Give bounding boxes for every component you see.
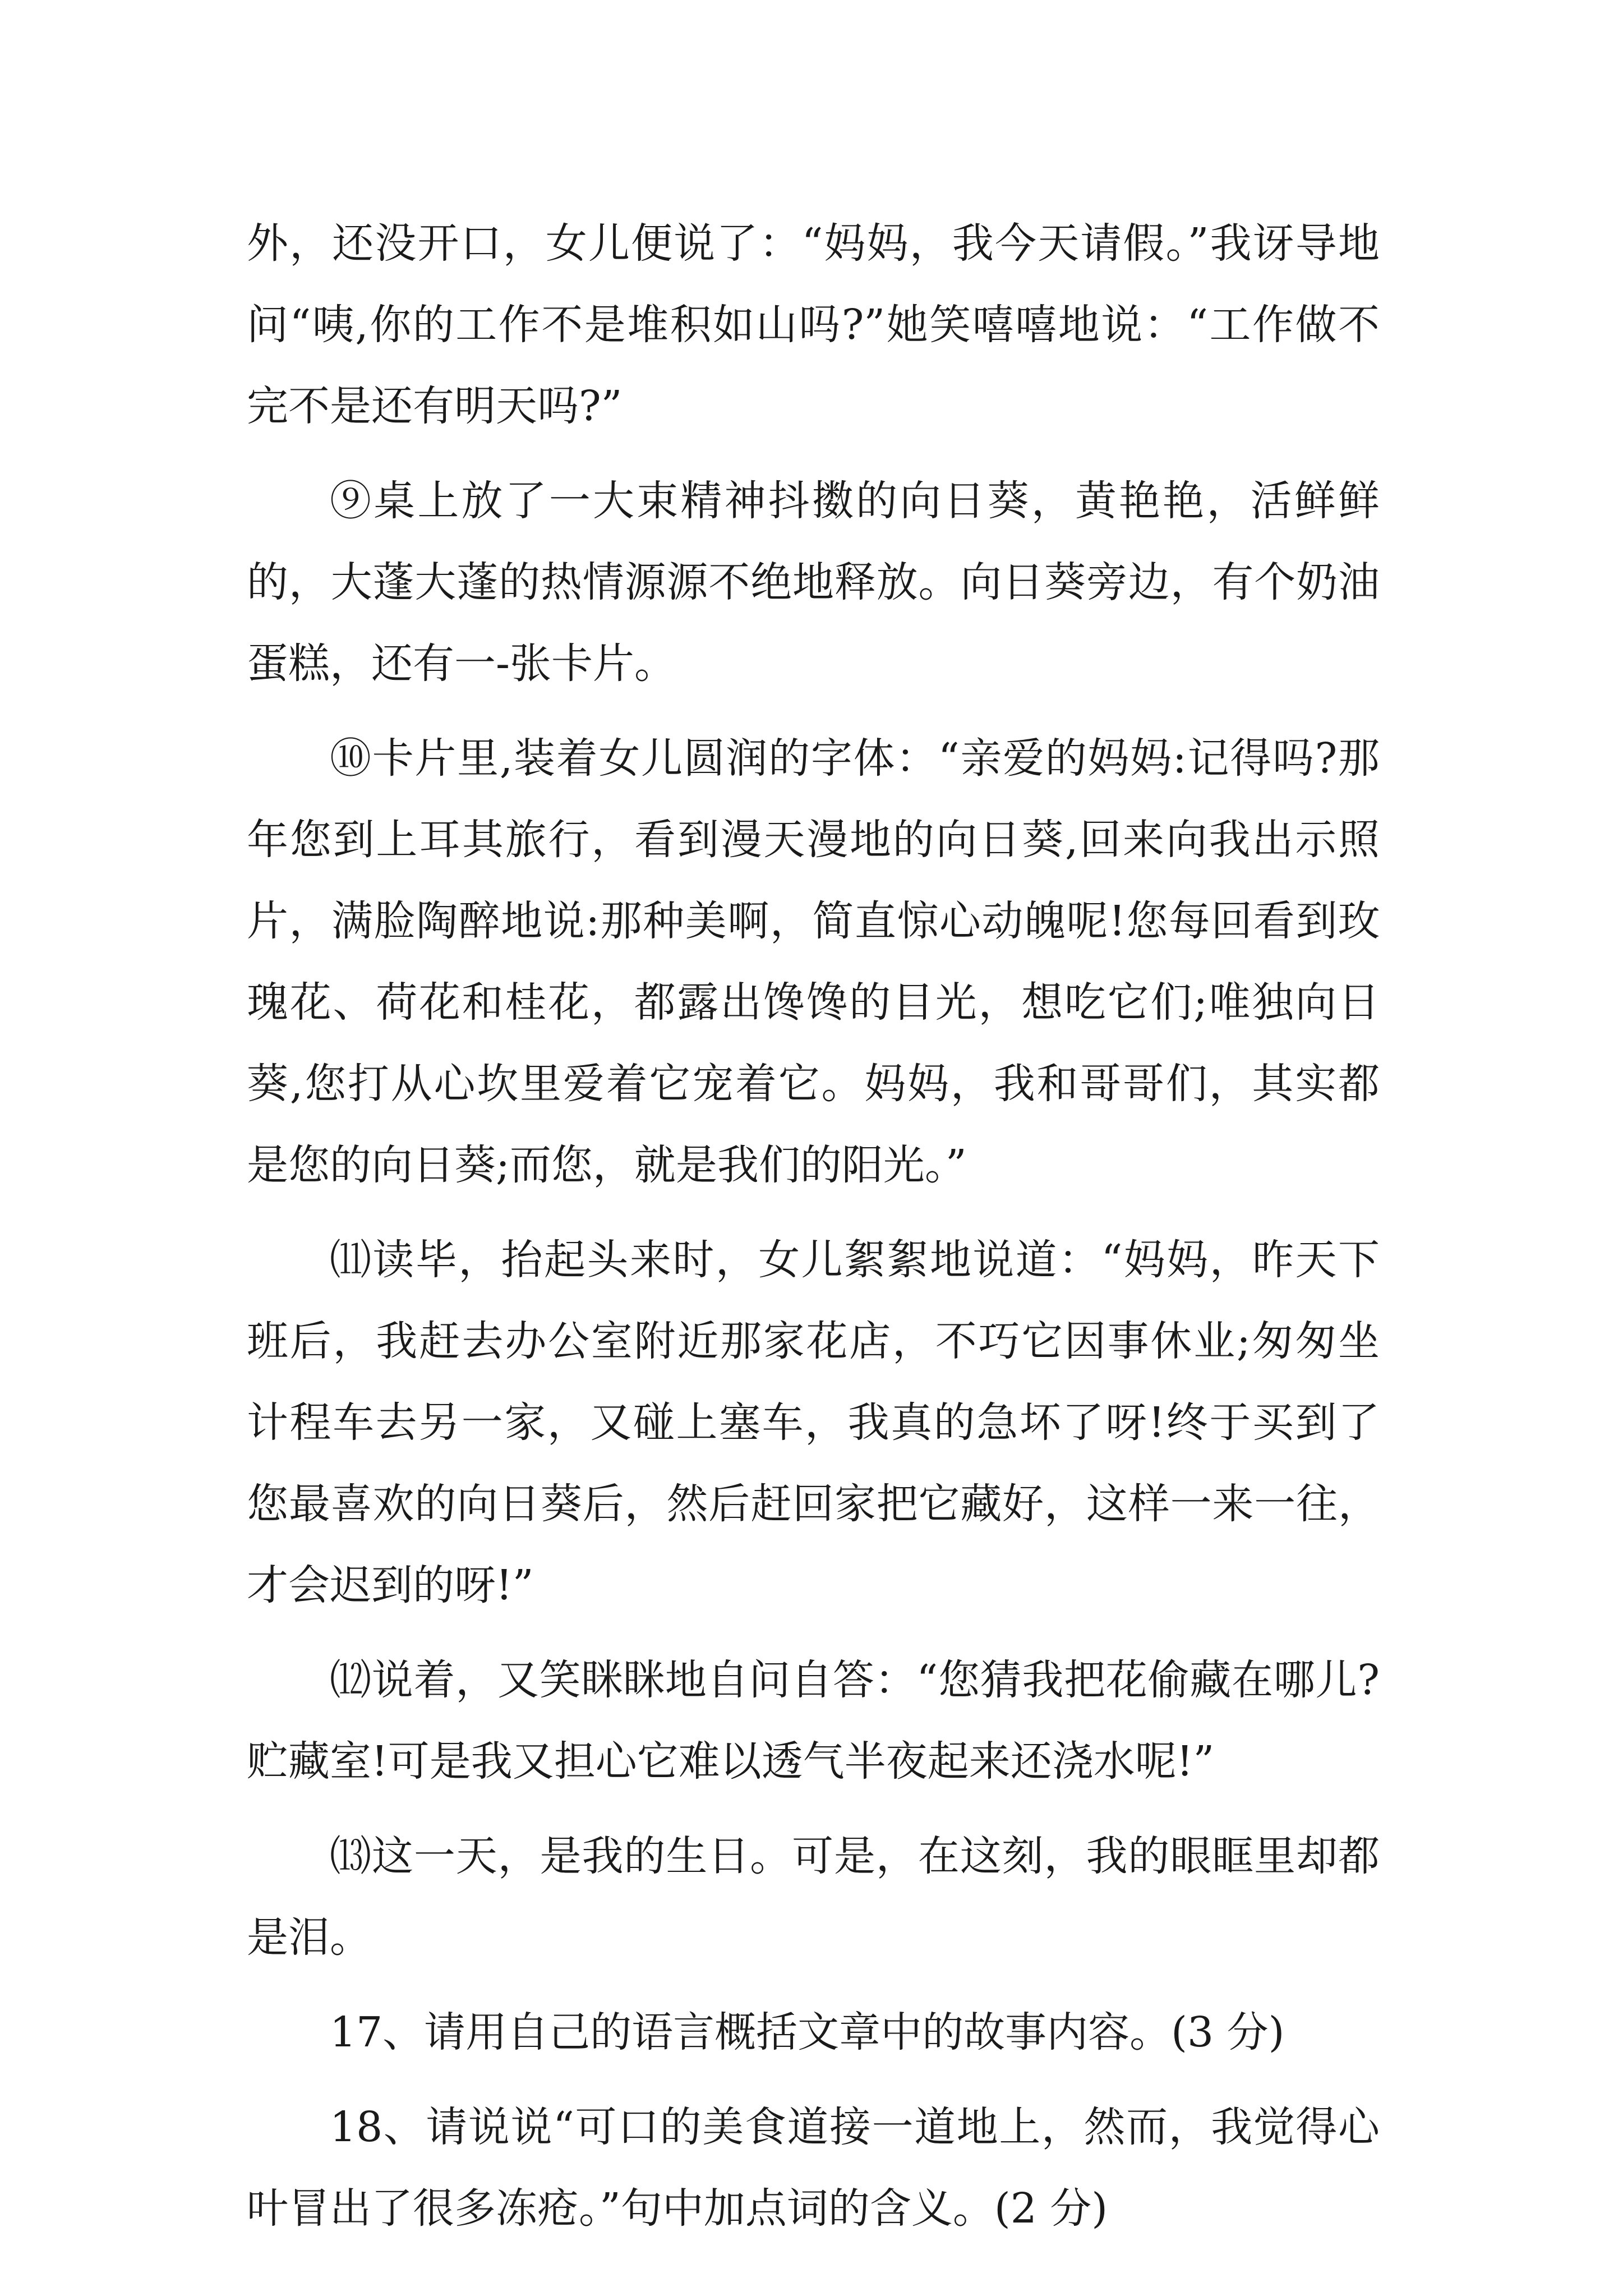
paragraph-12: ⑿说着，又笑眯眯地自问自答：“您猜我把花偷藏在哪儿?贮藏室!可是我又担心它难以透气半夜起来还浇水呢!” <box>247 1656 1380 1786</box>
paragraph-9: ⑨桌上放了一大束精神抖擞的向日葵，黄艳艳，活鲜鲜的，大蓬大蓬的热情源源不绝地释放。向日葵旁边，有个奶油蛋糕，还有一-张卡片。 <box>247 477 1380 688</box>
question-17: 17、请用自己的语言概括文章中的故事内容。(3 分) <box>330 2008 1285 2056</box>
paragraph-11: ⑾读毕，抬起头来时，女儿絮絮地说道：“妈妈，昨天下班后，我赶去办公室附近那家花店，不巧它因事休业;匆匆坐计程车去另一家，又碰上塞车，我真的急坏了呀!终于买到了您最喜欢的向日葵后，然后赶回家把它藏好，这样一来一往，才会迟到的呀!” <box>247 1236 1380 1609</box>
paragraph-continuation: 外，还没开口，女儿便说了：“妈妈，我今天请假。”我讶导地问“咦,你的工作不是堆积如山吗?”她笑嘻嘻地说：“工作做不完不是还有明天吗?” <box>247 219 1380 430</box>
question-18: 18、请说说“可口的美食道接一道地上，然而，我觉得心叶冒出了很多冻疮。”句中加点词的含义。(2 分) <box>247 2103 1380 2233</box>
paragraph-13: ⒀这一天，是我的生日。可是，在这刻，我的眼眶里却都是泪。 <box>247 1832 1380 1962</box>
document-page <box>247 203 1380 2263</box>
paragraph-10: ⑩卡片里,装着女儿圆润的字体：“亲爱的妈妈:记得吗?那年您到上耳其旅行，看到漫天漫地的向日葵,回来向我出示照片，满脸陶醉地说:那种美啊，简直惊心动魄呢!您每回看到玫瑰花、荷花和桂花，都露出馋馋的目光，想吃它们;唯独向日葵,您打从心坎里爱着它宠着它。妈妈，我和哥哥们，其实都是您的向日葵;而您，就是我们的阳光。” <box>247 734 1380 1189</box>
